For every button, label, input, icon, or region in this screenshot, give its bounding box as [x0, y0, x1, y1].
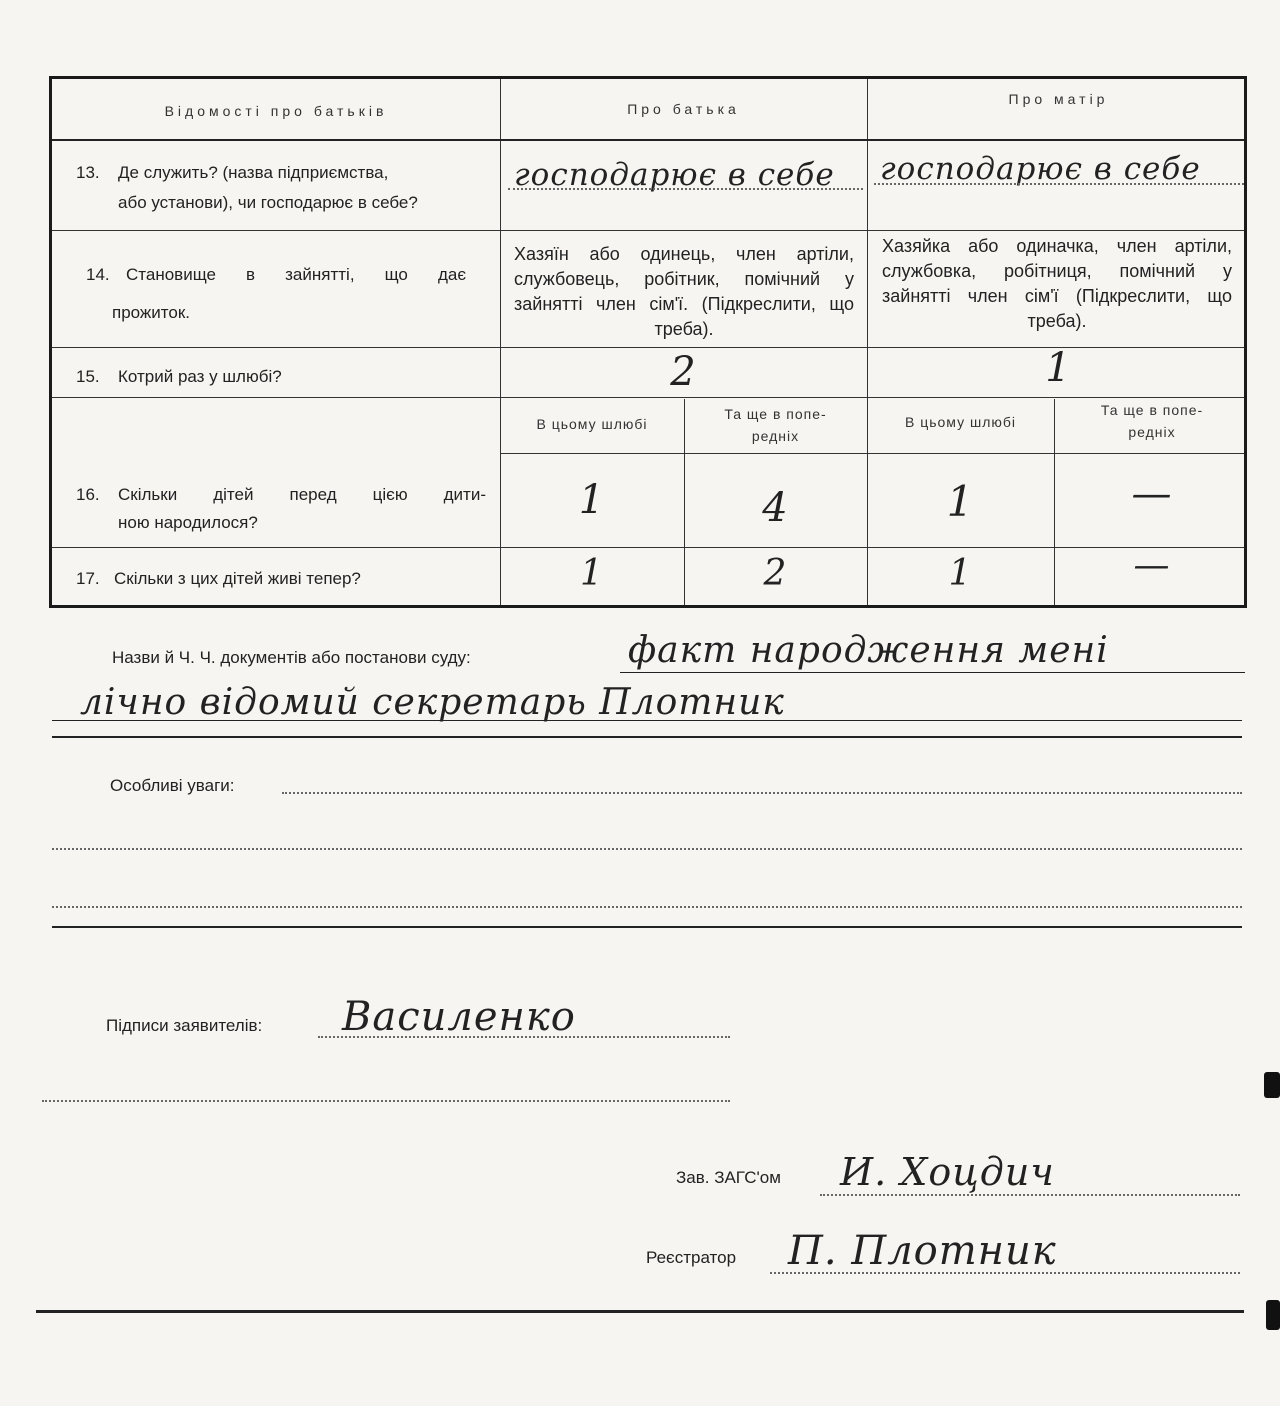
row14-label-line2: прожиток. [112, 303, 191, 322]
row15-label: Котрий раз у шлюбі? [118, 367, 282, 386]
documents-underline [52, 720, 1242, 721]
row14-father-options: Хазяїн або одинець, член артіли, службовець, робітник, помічний у зайнятті член сім'ї. (Підкреслити, що треба). [514, 244, 854, 339]
documents-line1: факт народження мені [628, 630, 1109, 671]
remarks-line [52, 906, 1242, 908]
parents-info-table [49, 76, 1247, 608]
row16-label-line1: Скільки дітей перед цією дити- [118, 485, 486, 504]
row14-label-line1: Становище в зайнятті, що дає [126, 265, 466, 284]
row13-label-line2: або установи), чи господарює в себе? [118, 193, 418, 212]
signature-line [318, 1036, 730, 1038]
subheader-line: редніх [751, 428, 800, 444]
registrar-label: Реєстратор [646, 1248, 737, 1267]
row16-mother-prev: — [1131, 471, 1173, 517]
head-label: Зав. ЗАГС'ом [676, 1168, 781, 1187]
row15-number: 15. [76, 367, 100, 386]
row-divider [52, 230, 1244, 231]
row15-mother-value: 1 [1045, 345, 1072, 391]
bottom-rule [36, 1310, 1244, 1313]
remarks-divider [52, 926, 1242, 928]
header-father: Про батька [627, 101, 740, 117]
documents-line2: лічно відомий секретарь Плотник [80, 682, 785, 723]
documents-label: Назви й Ч. Ч. документів або постанови суду: [112, 648, 471, 667]
row-divider [52, 139, 1244, 141]
row15-father-value: 2 [670, 349, 697, 395]
header-mother: Про матір [1008, 91, 1109, 107]
row16-label-line2: ною народилося? [118, 513, 258, 532]
subheader-mother-this: В цьому шлюбі [904, 414, 1017, 430]
remarks-label: Особливі уваги: [110, 776, 235, 795]
head-signature: И. Хоцдич [840, 1150, 1055, 1194]
subheader-line: Та ще в попе- [1100, 402, 1204, 418]
signature-line [42, 1100, 730, 1102]
row17-mother-this: 1 [948, 553, 973, 594]
documents-underline [620, 672, 1245, 673]
row13-mother-value: господарює в себе [880, 151, 1201, 187]
row13-number: 13. [76, 163, 100, 182]
documents-underline [52, 736, 1242, 738]
remarks-line [52, 848, 1242, 850]
row16-number: 16. [76, 485, 100, 504]
column-divider [500, 79, 501, 605]
row17-father-prev: 2 [763, 553, 788, 594]
signature-line [770, 1272, 1240, 1274]
row13-father-value: господарює в себе [514, 157, 835, 193]
ink-blot [1264, 1072, 1280, 1098]
row17-number: 17. [76, 569, 100, 588]
row17-label: Скільки з цих дітей живі тепер? [114, 569, 361, 588]
row14-mother-options: Хазяйка або одиначка, член артіли, службовка, робітниця, помічний у зайнятті член сім'ї (Підкреслити, що треба). [882, 236, 1232, 331]
row17-father-this: 1 [580, 553, 604, 594]
remarks-line [282, 792, 1242, 794]
signature-line [820, 1194, 1240, 1196]
row14-number: 14. [86, 265, 110, 284]
row-divider [500, 453, 1244, 454]
subheader-mother-prev [1054, 399, 1250, 443]
subheader-line: редніх [1128, 424, 1176, 440]
subheader-line: Та ще в попе- [724, 406, 827, 422]
ink-blot [1266, 1300, 1280, 1330]
row16-father-prev: 4 [762, 485, 789, 531]
row17-mother-prev: — [1133, 545, 1171, 586]
row16-mother-this: 1 [946, 477, 975, 526]
row13-label-line1: Де служить? (назва підприємства, [118, 163, 389, 182]
header-info: Відомості про батьків [164, 103, 388, 119]
applicants-signature: Василенко [342, 994, 576, 1040]
row16-father-this: 1 [578, 477, 606, 523]
applicants-label: Підписи заявителів: [106, 1016, 263, 1035]
column-divider [867, 79, 868, 605]
subheader-father-prev [684, 403, 867, 447]
fill-line [874, 183, 1244, 185]
subheader-father-this: В цьому шлюбі [536, 416, 648, 432]
row-divider [52, 397, 1244, 398]
fill-line [508, 188, 863, 190]
registrar-signature: П. Плотник [788, 1228, 1057, 1274]
